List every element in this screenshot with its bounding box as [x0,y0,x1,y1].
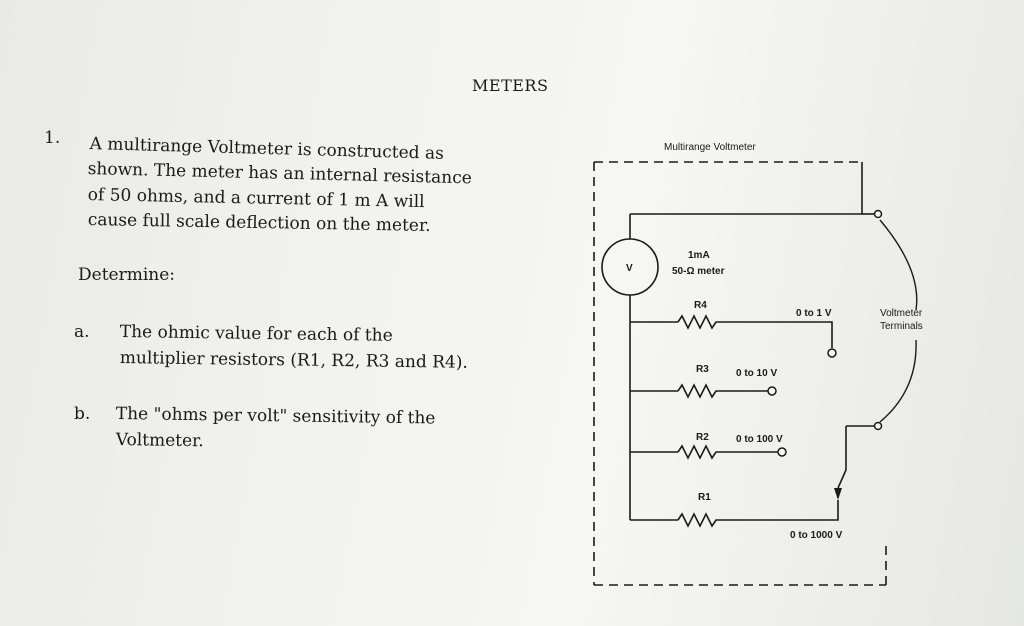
range-1000v-label: 0 to 1000 V [790,530,843,541]
selector-arrow-icon [834,488,842,500]
part-a-line-2: multiplier resistors (R1, R2, R3 and R4). [119,347,468,373]
range-10v-label: 0 to 10 V [736,368,778,379]
resistor-r4-zigzag [678,316,832,348]
resistor-r1-label: R1 [698,492,711,503]
meter-resistance-label: 50-Ω meter [672,266,725,277]
meter-symbol: V [626,263,633,274]
meter-current-label: 1mA [688,250,710,261]
question-line-3: of 50 ohms, and a current of 1 m A will [87,184,425,213]
terminals-label-line-1: Voltmeter [880,308,923,319]
part-b-line-1: The "ohms per volt" sensitivity of the [115,403,436,429]
terminal-bracket-top [880,220,917,310]
resistor-r4-label: R4 [694,300,707,311]
part-b-marker: b. [74,404,91,424]
range-100v-label: 0 to 100 V [736,434,783,445]
contact-100v [778,448,786,456]
determine-label: Determine: [78,265,176,285]
question-line-4: cause full scale deflection on the meter. [87,209,431,236]
contact-1v [828,349,836,357]
terminal-bottom [875,423,882,430]
contact-10v [768,387,776,395]
resistor-r2-label: R2 [696,432,709,443]
resistor-r1-zigzag [678,500,838,526]
question-line-1: A multirange Voltmeter is constructed as [89,133,445,164]
question-line-2: shown. The meter has an internal resistance [87,158,473,189]
terminals-label-line-2: Terminals [880,321,923,332]
part-a-marker: a. [74,322,90,342]
terminal-top [875,211,882,218]
terminal-bracket-bottom [880,340,916,422]
part-b-line-2: Voltmeter. [115,429,204,452]
part-a-line-1: The ohmic value for each of the [119,321,393,346]
page-title: METERS [472,76,549,95]
resistor-r2-zigzag [678,446,778,458]
resistor-r3-label: R3 [696,364,709,375]
circuit-wires [630,162,878,526]
resistor-r3-zigzag [678,385,768,397]
box-title: Multirange Voltmeter [664,142,756,153]
range-1v-label: 0 to 1 V [796,308,832,319]
question-number: 1. [44,128,61,148]
